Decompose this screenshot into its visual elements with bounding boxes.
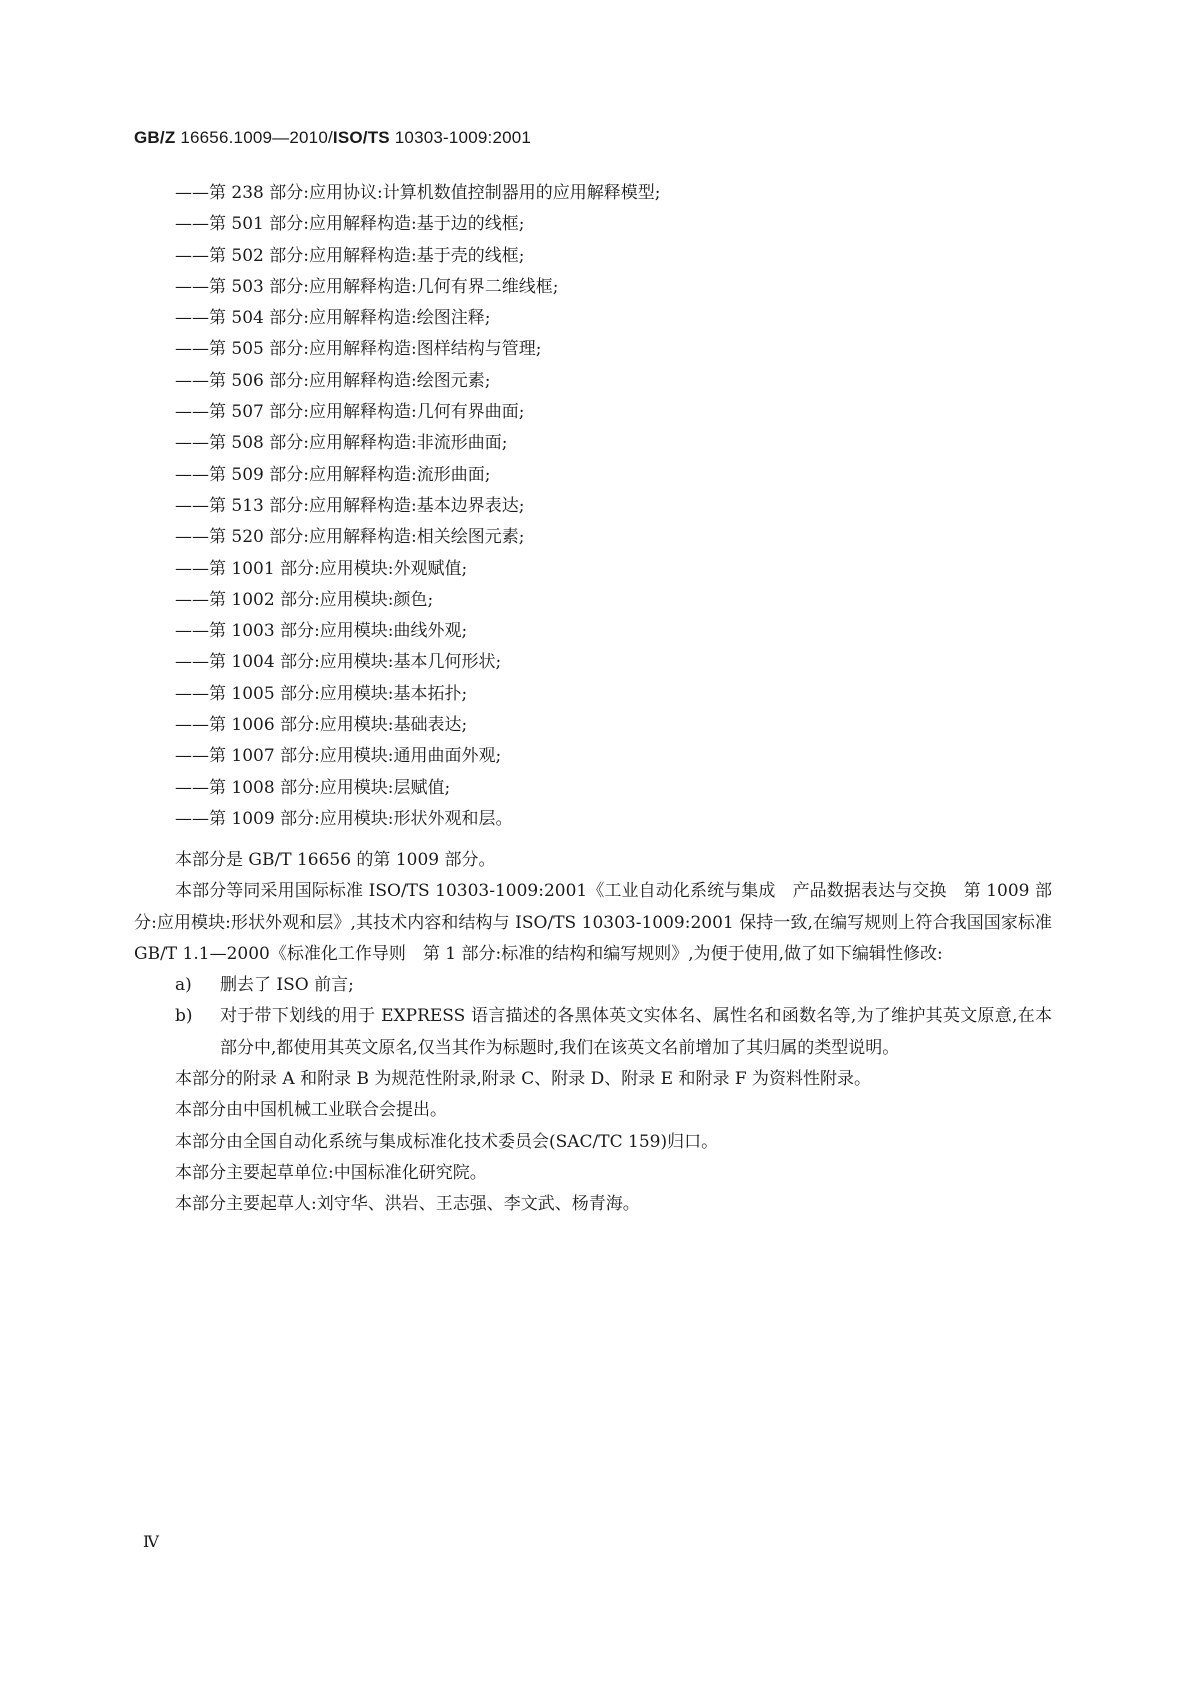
part-item: ——第 508 部分:应用解释构造:非流形曲面; xyxy=(175,433,508,454)
paragraph-drafters: 本部分主要起草人:刘守华、洪岩、王志强、李文武、杨青海。 xyxy=(175,1194,640,1215)
list-marker-a: a) xyxy=(175,975,192,996)
list-item-a xyxy=(134,970,1052,1001)
part-item: ——第 509 部分:应用解释构造:流形曲面; xyxy=(175,464,491,485)
paragraph-committee: 本部分由全国自动化系统与集成标准化技术委员会(SAC/TC 159)归口。 xyxy=(175,1131,719,1152)
list-text-b: 对于带下划线的用于 EXPRESS 语言描述的各黑体英文实体名、属性名和函数名等,为了维护其英文原意,在本部分中,都使用其英文原名,仅当其作为标题时,我们在该英文名前增加了其归属的类型说明。 xyxy=(220,1006,1052,1058)
part-item: ——第 1008 部分:应用模块:层赋值; xyxy=(175,777,451,798)
paragraph-annexes: 本部分的附录 A 和附录 B 为规范性附录,附录 C、附录 D、附录 E 和附录 F 为资料性附录。 xyxy=(175,1069,872,1090)
code-end: 10303-1009:2001 xyxy=(389,128,532,147)
list-marker-b: b) xyxy=(175,1006,193,1027)
paragraph-proposer: 本部分由中国机械工业联合会提出。 xyxy=(175,1100,447,1121)
paragraph-drafting-unit: 本部分主要起草单位:中国标准化研究院。 xyxy=(175,1162,487,1183)
part-item: ——第 507 部分:应用解释构造:几何有界曲面; xyxy=(175,402,525,423)
part-item: ——第 502 部分:应用解释构造:基于壳的线框; xyxy=(175,245,525,266)
page-number: Ⅳ xyxy=(143,1532,159,1551)
code-gbz: GB/Z xyxy=(134,128,176,147)
part-item: ——第 1009 部分:应用模块:形状外观和层。 xyxy=(175,808,513,829)
part-item: ——第 1003 部分:应用模块:曲线外观; xyxy=(175,621,468,642)
part-item: ——第 513 部分:应用解释构造:基本边界表达; xyxy=(175,495,525,516)
parts-list xyxy=(175,178,1075,835)
part-item: ——第 505 部分:应用解释构造:图样结构与管理; xyxy=(175,339,542,360)
part-item: ——第 1002 部分:应用模块:颜色; xyxy=(175,589,434,610)
code-mid: 16656.1009—2010/ xyxy=(175,128,333,147)
part-item: ——第 1005 部分:应用模块:基本拓扑; xyxy=(175,683,468,704)
paragraph-adoption: 本部分等同采用国际标准 ISO/TS 10303-1009:2001《工业自动化系统与集成 产品数据表达与交换 第 1009 部分:应用模块:形状外观和层》,其技术内容和结构与 ISO/TS 10303-1009:2001 保持一致,在编写规则上符合我国国家标准 GB/T 1.1—2000《标准化工作导则 第 1 部分:标准的结构和编写规则》,为便于使用,做了如下编辑性修改: xyxy=(134,881,1052,964)
part-item: ——第 1006 部分:应用模块:基础表达; xyxy=(175,715,468,736)
list-text-a: 删去了 ISO 前言; xyxy=(220,975,354,996)
code-iso: ISO/TS xyxy=(332,128,390,147)
part-item: ——第 520 部分:应用解释构造:相关绘图元素; xyxy=(175,527,525,548)
part-item: ——第 1007 部分:应用模块:通用曲面外观; xyxy=(175,746,502,767)
paragraph-part-statement: 本部分是 GB/T 16656 的第 1009 部分。 xyxy=(175,850,496,870)
part-item: ——第 238 部分:应用协议:计算机数值控制器用的应用解释模型; xyxy=(175,183,661,203)
list-item-b xyxy=(134,1001,1052,1064)
part-item: ——第 504 部分:应用解释构造:绘图注释; xyxy=(175,308,491,329)
body-text xyxy=(134,845,1052,1221)
part-item: ——第 1004 部分:应用模块:基本几何形状; xyxy=(175,652,502,673)
document-code-header xyxy=(134,128,531,148)
part-item: ——第 501 部分:应用解释构造:基于边的线框; xyxy=(175,214,525,235)
part-item: ——第 503 部分:应用解释构造:几何有界二维线框; xyxy=(175,276,559,297)
part-item: ——第 506 部分:应用解释构造:绘图元素; xyxy=(175,370,491,391)
part-item: ——第 1001 部分:应用模块:外观赋值; xyxy=(175,558,468,579)
